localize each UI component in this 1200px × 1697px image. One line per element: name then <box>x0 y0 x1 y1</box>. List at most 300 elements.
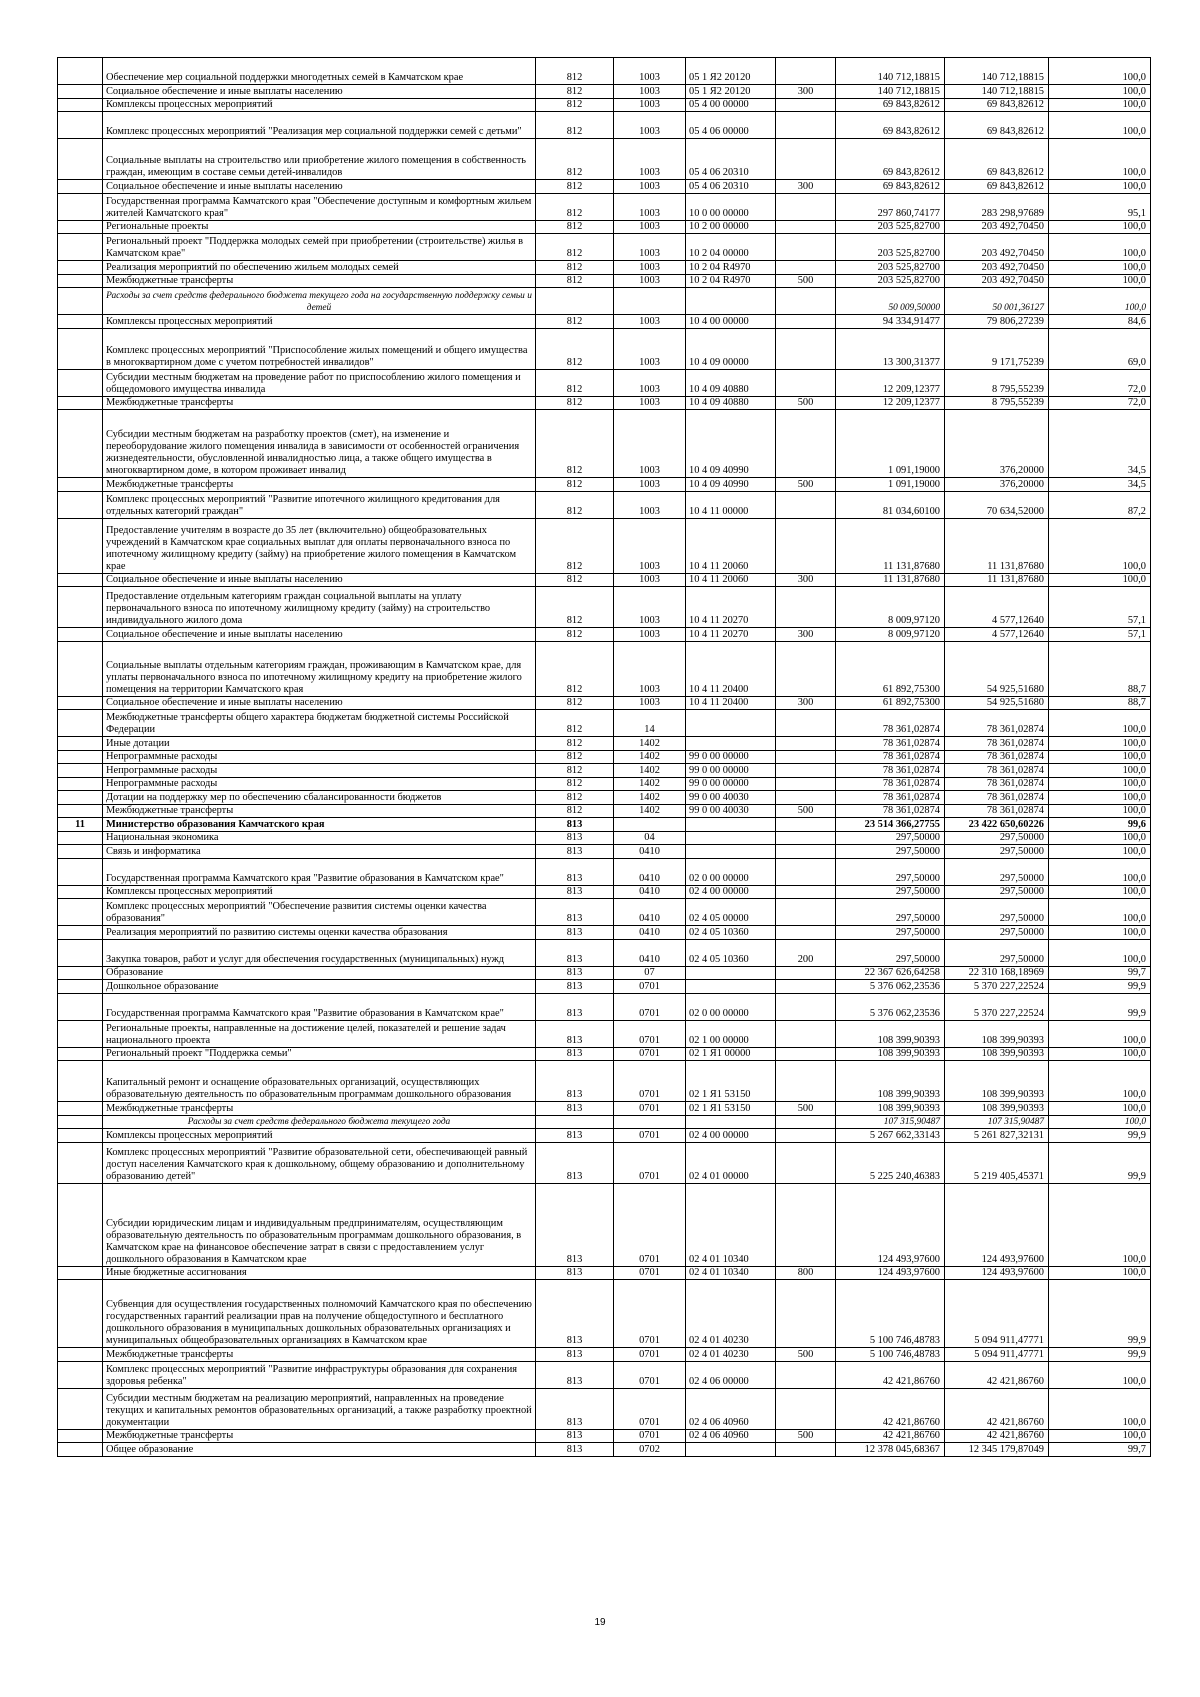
actual-amount-cell: 12 345 179,87049 <box>945 1443 1049 1457</box>
expense-type-code-cell <box>776 764 836 778</box>
section-code-cell: 0701 <box>614 1388 686 1429</box>
section-code-cell: 0701 <box>614 993 686 1020</box>
row-number-cell <box>58 899 103 926</box>
planned-amount-cell: 69 843,82612 <box>836 139 945 180</box>
table-row <box>58 710 1151 737</box>
department-code-cell: 812 <box>536 328 614 369</box>
expense-name-cell: Предоставление отдельным категориям граждан социальной выплаты на уплату первоначального взноса по ипотечному жилищному кредиту (займу) на строительство индивидуального жилого дома <box>103 587 536 628</box>
expense-name-cell: Межбюджетные трансферты общего характера бюджетам бюджетной системы Российской Федерации <box>103 710 536 737</box>
expense-name-cell: Социальное обеспечение и иные выплаты населению <box>103 573 536 587</box>
section-code-cell: 0701 <box>614 1047 686 1061</box>
expense-name-cell: Комплекс процессных мероприятий "Реализация мер социальной поддержки семей с детьми" <box>103 112 536 139</box>
table-row <box>58 328 1151 369</box>
row-number-cell <box>58 193 103 220</box>
department-code-cell: 812 <box>536 139 614 180</box>
execution-percent-cell: 100,0 <box>1049 518 1151 573</box>
target-article-code-cell: 10 4 11 20400 <box>686 641 776 696</box>
execution-percent-cell: 100,0 <box>1049 1061 1151 1102</box>
planned-amount-cell: 108 399,90393 <box>836 1020 945 1047</box>
planned-amount-cell: 108 399,90393 <box>836 1102 945 1116</box>
execution-percent-cell: 100,0 <box>1049 939 1151 966</box>
section-code-cell: 0702 <box>614 1443 686 1457</box>
row-number-cell <box>58 478 103 492</box>
table-row <box>58 1047 1151 1061</box>
actual-amount-cell: 42 421,86760 <box>945 1388 1049 1429</box>
department-code-cell: 812 <box>536 193 614 220</box>
department-code-cell: 813 <box>536 1061 614 1102</box>
expense-type-code-cell <box>776 1047 836 1061</box>
expense-type-code-cell <box>776 818 836 832</box>
target-article-code-cell: 02 4 06 00000 <box>686 1361 776 1388</box>
row-number-cell <box>58 328 103 369</box>
expense-name-cell: Обеспечение мер социальной поддержки многодетных семей в Камчатском крае <box>103 58 536 85</box>
expense-name-cell: Межбюджетные трансферты <box>103 1348 536 1362</box>
page-number: 19 <box>594 1617 606 1628</box>
section-code-cell: 1402 <box>614 737 686 751</box>
department-code-cell: 813 <box>536 980 614 994</box>
target-article-code-cell: 02 0 00 00000 <box>686 993 776 1020</box>
planned-amount-cell: 13 300,31377 <box>836 328 945 369</box>
expense-type-code-cell <box>776 791 836 805</box>
execution-percent-cell: 100,0 <box>1049 98 1151 112</box>
actual-amount-cell: 297,50000 <box>945 845 1049 859</box>
expense-type-code-cell: 300 <box>776 85 836 99</box>
actual-amount-cell: 140 712,18815 <box>945 85 1049 99</box>
target-article-code-cell: 02 4 01 10340 <box>686 1266 776 1280</box>
table-row <box>58 641 1151 696</box>
note-row <box>58 288 1151 315</box>
section-code-cell: 0701 <box>614 1280 686 1348</box>
section-code-cell: 0701 <box>614 1266 686 1280</box>
actual-amount-cell: 4 577,12640 <box>945 587 1049 628</box>
section-code-cell: 1003 <box>614 518 686 573</box>
execution-percent-cell: 100,0 <box>1049 1361 1151 1388</box>
planned-amount-cell: 1 091,19000 <box>836 478 945 492</box>
department-code-cell: 812 <box>536 274 614 288</box>
target-article-code-cell: 05 1 Я2 20120 <box>686 85 776 99</box>
table-row <box>58 396 1151 410</box>
expense-name-cell: Комплекс процессных мероприятий "Развитие ипотечного жилищного кредитования для отдельных категорий граждан" <box>103 491 536 518</box>
expense-name-cell: Межбюджетные трансферты <box>103 478 536 492</box>
target-article-code-cell <box>686 1443 776 1457</box>
target-article-code-cell: 10 4 09 00000 <box>686 328 776 369</box>
planned-amount-cell: 42 421,86760 <box>836 1361 945 1388</box>
section-code-cell: 1003 <box>614 369 686 396</box>
row-number-cell <box>58 750 103 764</box>
department-code-cell: 812 <box>536 710 614 737</box>
target-article-code-cell: 99 0 00 40030 <box>686 804 776 818</box>
expense-name-cell: Комплексы процессных мероприятий <box>103 885 536 899</box>
department-code-cell: 812 <box>536 478 614 492</box>
planned-amount-cell: 11 131,87680 <box>836 573 945 587</box>
target-article-code-cell: 10 0 00 00000 <box>686 193 776 220</box>
planned-amount-cell: 297,50000 <box>836 831 945 845</box>
table-row <box>58 315 1151 329</box>
row-number-cell <box>58 1115 103 1129</box>
actual-amount-cell: 69 843,82612 <box>945 98 1049 112</box>
actual-amount-cell: 78 361,02874 <box>945 764 1049 778</box>
table-row <box>58 193 1151 220</box>
department-code-cell: 813 <box>536 899 614 926</box>
department-code-cell: 812 <box>536 98 614 112</box>
target-article-code-cell: 10 4 09 40880 <box>686 396 776 410</box>
row-number-cell <box>58 180 103 194</box>
department-code-cell: 812 <box>536 587 614 628</box>
execution-percent-cell: 57,1 <box>1049 628 1151 642</box>
expense-name-cell: Субсидии местным бюджетам на проведение работ по приспособлению жилого помещения и общедомового имущества инвалида <box>103 369 536 396</box>
table-row <box>58 518 1151 573</box>
section-code-cell: 07 <box>614 966 686 980</box>
expense-type-code-cell: 300 <box>776 696 836 710</box>
section-code-cell: 0701 <box>614 1183 686 1266</box>
department-code-cell: 813 <box>536 993 614 1020</box>
row-number-cell <box>58 858 103 885</box>
expense-name-cell: Расходы за счет средств федерального бюджета текущего года <box>103 1115 536 1129</box>
execution-percent-cell: 99,9 <box>1049 1348 1151 1362</box>
table-row <box>58 818 1151 832</box>
row-number-cell <box>58 1443 103 1457</box>
execution-percent-cell: 100,0 <box>1049 899 1151 926</box>
table-row <box>58 1348 1151 1362</box>
execution-percent-cell: 100,0 <box>1049 85 1151 99</box>
actual-amount-cell: 8 795,55239 <box>945 396 1049 410</box>
expense-type-code-cell <box>776 1443 836 1457</box>
table-row <box>58 491 1151 518</box>
expense-name-cell: Национальная экономика <box>103 831 536 845</box>
expense-type-code-cell: 200 <box>776 939 836 966</box>
expense-type-code-cell <box>776 858 836 885</box>
department-code-cell: 812 <box>536 750 614 764</box>
target-article-code-cell <box>686 845 776 859</box>
row-number-cell <box>58 396 103 410</box>
table-row <box>58 899 1151 926</box>
actual-amount-cell: 140 712,18815 <box>945 58 1049 85</box>
section-code-cell: 14 <box>614 710 686 737</box>
row-number-cell <box>58 1361 103 1388</box>
section-code-cell: 0701 <box>614 1129 686 1143</box>
target-article-code-cell: 02 4 06 40960 <box>686 1388 776 1429</box>
section-code-cell: 04 <box>614 831 686 845</box>
actual-amount-cell: 297,50000 <box>945 939 1049 966</box>
row-number-cell <box>58 1280 103 1348</box>
department-code-cell: 813 <box>536 885 614 899</box>
expense-name-cell: Социальные выплаты на строительство или приобретение жилого помещения в собственность граждан, имеющим в составе семьи детей-инвалидов <box>103 139 536 180</box>
expense-name-cell: Иные бюджетные ассигнования <box>103 1266 536 1280</box>
expense-name-cell: Комплекс процессных мероприятий "Приспособление жилых помещений и общего имущества в многоквартирном доме с учетом потребностей инвалидов" <box>103 328 536 369</box>
row-number-cell <box>58 939 103 966</box>
planned-amount-cell: 5 100 746,48783 <box>836 1280 945 1348</box>
execution-percent-cell: 99,9 <box>1049 1142 1151 1183</box>
expense-type-code-cell <box>776 328 836 369</box>
table-row <box>58 1280 1151 1348</box>
section-code-cell: 1003 <box>614 315 686 329</box>
department-code-cell: 813 <box>536 845 614 859</box>
target-article-code-cell <box>686 737 776 751</box>
execution-percent-cell: 100,0 <box>1049 710 1151 737</box>
planned-amount-cell: 78 361,02874 <box>836 777 945 791</box>
actual-amount-cell: 283 298,97689 <box>945 193 1049 220</box>
department-code-cell: 813 <box>536 1142 614 1183</box>
planned-amount-cell: 5 100 746,48783 <box>836 1348 945 1362</box>
expense-name-cell: Субвенция для осуществления государственных полномочий Камчатского края по обеспечению государственных гарантий реализации прав на получение общедоступного и бесплатного дошкольного образования в муниципальных дошкольных образовательных организациях и муниципальных общеобразовательных организациях в Камчатском крае <box>103 1280 536 1348</box>
department-code-cell: 813 <box>536 1183 614 1266</box>
expense-type-code-cell: 500 <box>776 396 836 410</box>
target-article-code-cell: 05 4 06 00000 <box>686 112 776 139</box>
target-article-code-cell: 02 4 01 10340 <box>686 1183 776 1266</box>
row-number-cell <box>58 926 103 940</box>
expense-type-code-cell <box>776 587 836 628</box>
department-code-cell: 812 <box>536 58 614 85</box>
target-article-code-cell: 02 1 Я1 00000 <box>686 1047 776 1061</box>
target-article-code-cell <box>686 818 776 832</box>
actual-amount-cell: 107 315,90487 <box>945 1115 1049 1129</box>
execution-percent-cell: 100,0 <box>1049 1429 1151 1443</box>
table-row <box>58 885 1151 899</box>
actual-amount-cell: 108 399,90393 <box>945 1020 1049 1047</box>
table-row <box>58 1388 1151 1429</box>
target-article-code-cell: 10 2 04 R4970 <box>686 261 776 275</box>
department-code-cell: 812 <box>536 737 614 751</box>
expense-type-code-cell <box>776 1361 836 1388</box>
section-code-cell: 1003 <box>614 261 686 275</box>
table-row <box>58 1266 1151 1280</box>
table-row <box>58 1183 1151 1266</box>
expense-name-cell: Региональный проект "Поддержка молодых семей при приобретении (строительстве) жилья в Камчатском крае" <box>103 234 536 261</box>
department-code-cell: 813 <box>536 966 614 980</box>
section-code-cell: 0701 <box>614 1429 686 1443</box>
execution-percent-cell: 100,0 <box>1049 845 1151 859</box>
row-number-cell <box>58 1020 103 1047</box>
planned-amount-cell: 140 712,18815 <box>836 85 945 99</box>
expense-type-code-cell <box>776 288 836 315</box>
expense-type-code-cell <box>776 369 836 396</box>
section-code-cell: 1003 <box>614 328 686 369</box>
planned-amount-cell: 61 892,75300 <box>836 696 945 710</box>
planned-amount-cell: 94 334,91477 <box>836 315 945 329</box>
section-code-cell: 0701 <box>614 1142 686 1183</box>
section-code-cell: 0410 <box>614 858 686 885</box>
row-number-cell <box>58 764 103 778</box>
target-article-code-cell: 10 4 09 40990 <box>686 410 776 478</box>
department-code-cell: 813 <box>536 818 614 832</box>
target-article-code-cell: 02 4 00 00000 <box>686 885 776 899</box>
row-number-cell <box>58 220 103 234</box>
section-code-cell: 1003 <box>614 696 686 710</box>
table-row <box>58 1361 1151 1388</box>
planned-amount-cell: 12 209,12377 <box>836 396 945 410</box>
note-row <box>58 1115 1151 1129</box>
execution-percent-cell: 100,0 <box>1049 220 1151 234</box>
actual-amount-cell: 79 806,27239 <box>945 315 1049 329</box>
execution-percent-cell: 100,0 <box>1049 885 1151 899</box>
actual-amount-cell: 203 492,70450 <box>945 234 1049 261</box>
department-code-cell: 812 <box>536 180 614 194</box>
table-row <box>58 1061 1151 1102</box>
department-code-cell: 812 <box>536 791 614 805</box>
execution-percent-cell: 88,7 <box>1049 641 1151 696</box>
target-article-code-cell: 02 1 Я1 53150 <box>686 1061 776 1102</box>
expense-name-cell: Межбюджетные трансферты <box>103 396 536 410</box>
expense-name-cell: Образование <box>103 966 536 980</box>
table-row <box>58 58 1151 85</box>
target-article-code-cell: 10 2 04 R4970 <box>686 274 776 288</box>
actual-amount-cell: 70 634,52000 <box>945 491 1049 518</box>
expense-type-code-cell <box>776 234 836 261</box>
execution-percent-cell: 99,7 <box>1049 966 1151 980</box>
department-code-cell: 812 <box>536 777 614 791</box>
expense-name-cell: Дошкольное образование <box>103 980 536 994</box>
target-article-code-cell: 02 4 01 00000 <box>686 1142 776 1183</box>
section-code-cell: 1003 <box>614 180 686 194</box>
expense-type-code-cell <box>776 885 836 899</box>
planned-amount-cell: 78 361,02874 <box>836 804 945 818</box>
actual-amount-cell: 69 843,82612 <box>945 139 1049 180</box>
department-code-cell: 813 <box>536 926 614 940</box>
department-code-cell: 812 <box>536 696 614 710</box>
row-number-cell <box>58 791 103 805</box>
row-number-cell <box>58 410 103 478</box>
section-code-cell <box>614 288 686 315</box>
section-code-cell: 0410 <box>614 845 686 859</box>
section-code-cell: 1003 <box>614 220 686 234</box>
planned-amount-cell: 124 493,97600 <box>836 1266 945 1280</box>
row-number-cell <box>58 1266 103 1280</box>
department-code-cell: 813 <box>536 858 614 885</box>
target-article-code-cell: 10 4 11 20270 <box>686 587 776 628</box>
expense-type-code-cell <box>776 966 836 980</box>
planned-amount-cell: 297,50000 <box>836 939 945 966</box>
expense-name-cell: Государственная программа Камчатского края "Развитие образования в Камчатском крае" <box>103 993 536 1020</box>
expense-name-cell: Социальное обеспечение и иные выплаты населению <box>103 85 536 99</box>
section-code-cell: 0701 <box>614 1020 686 1047</box>
planned-amount-cell: 8 009,97120 <box>836 628 945 642</box>
expense-type-code-cell <box>776 98 836 112</box>
table-row <box>58 410 1151 478</box>
actual-amount-cell: 9 171,75239 <box>945 328 1049 369</box>
planned-amount-cell: 12 378 045,68367 <box>836 1443 945 1457</box>
execution-percent-cell: 100,0 <box>1049 1183 1151 1266</box>
target-article-code-cell <box>686 1115 776 1129</box>
table-row <box>58 261 1151 275</box>
target-article-code-cell: 05 4 06 20310 <box>686 139 776 180</box>
expense-name-cell: Межбюджетные трансферты <box>103 274 536 288</box>
expense-name-cell: Комплекс процессных мероприятий "Развитие инфраструктуры образования для сохранения здоровья ребенка" <box>103 1361 536 1388</box>
expense-name-cell: Комплексы процессных мероприятий <box>103 315 536 329</box>
row-number-cell <box>58 1388 103 1429</box>
row-number-cell <box>58 1102 103 1116</box>
planned-amount-cell: 203 525,82700 <box>836 274 945 288</box>
target-article-code-cell: 10 2 04 00000 <box>686 234 776 261</box>
department-code-cell: 812 <box>536 396 614 410</box>
section-code-cell: 1003 <box>614 573 686 587</box>
row-number-cell <box>58 710 103 737</box>
department-code-cell: 813 <box>536 1361 614 1388</box>
row-number-cell <box>58 885 103 899</box>
expense-name-cell: Межбюджетные трансферты <box>103 804 536 818</box>
target-article-code-cell: 02 1 00 00000 <box>686 1020 776 1047</box>
expense-name-cell: Закупка товаров, работ и услуг для обеспечения государственных (муниципальных) нужд <box>103 939 536 966</box>
actual-amount-cell: 297,50000 <box>945 899 1049 926</box>
planned-amount-cell: 78 361,02874 <box>836 791 945 805</box>
section-code-cell: 0701 <box>614 1361 686 1388</box>
target-article-code-cell: 05 1 Я2 20120 <box>686 58 776 85</box>
expense-type-code-cell <box>776 1280 836 1348</box>
expense-name-cell: Субсидии местным бюджетам на разработку проектов (смет), на изменение и переоборудование жилого помещения инвалида в зависимости от особенностей ограничения жизнедеятельности, обусловленной инвалидностью лица, а также общего имущества в многоквартирном доме, в котором проживает инвалид <box>103 410 536 478</box>
execution-percent-cell: 100,0 <box>1049 858 1151 885</box>
section-code-cell: 0410 <box>614 899 686 926</box>
planned-amount-cell: 22 367 626,64258 <box>836 966 945 980</box>
section-code-cell: 0410 <box>614 926 686 940</box>
table-row <box>58 696 1151 710</box>
expense-name-cell: Комплексы процессных мероприятий <box>103 98 536 112</box>
table-row <box>58 926 1151 940</box>
expense-name-cell: Комплексы процессных мероприятий <box>103 1129 536 1143</box>
actual-amount-cell: 297,50000 <box>945 831 1049 845</box>
actual-amount-cell: 203 492,70450 <box>945 274 1049 288</box>
table-row <box>58 573 1151 587</box>
expense-type-code-cell <box>776 315 836 329</box>
actual-amount-cell: 5 370 227,22524 <box>945 993 1049 1020</box>
actual-amount-cell: 376,20000 <box>945 478 1049 492</box>
table-row <box>58 180 1151 194</box>
expense-type-code-cell: 500 <box>776 1348 836 1362</box>
expense-type-code-cell <box>776 737 836 751</box>
execution-percent-cell: 69,0 <box>1049 328 1151 369</box>
section-code-cell: 1003 <box>614 628 686 642</box>
planned-amount-cell: 78 361,02874 <box>836 737 945 751</box>
expense-type-code-cell: 300 <box>776 573 836 587</box>
row-number-cell <box>58 85 103 99</box>
execution-percent-cell: 100,0 <box>1049 1266 1151 1280</box>
actual-amount-cell: 108 399,90393 <box>945 1102 1049 1116</box>
table-row <box>58 628 1151 642</box>
actual-amount-cell: 297,50000 <box>945 885 1049 899</box>
row-number-cell <box>58 274 103 288</box>
execution-percent-cell: 100,0 <box>1049 234 1151 261</box>
department-code-cell: 812 <box>536 491 614 518</box>
execution-percent-cell: 99,9 <box>1049 993 1151 1020</box>
row-number-cell <box>58 1183 103 1266</box>
expense-type-code-cell: 500 <box>776 478 836 492</box>
table-row <box>58 139 1151 180</box>
target-article-code-cell: 02 4 06 40960 <box>686 1429 776 1443</box>
section-code-cell: 0701 <box>614 980 686 994</box>
expense-name-cell: Государственная программа Камчатского края "Развитие образования в Камчатском крае" <box>103 858 536 885</box>
table-row <box>58 220 1151 234</box>
target-article-code-cell <box>686 966 776 980</box>
expense-type-code-cell <box>776 1142 836 1183</box>
planned-amount-cell: 108 399,90393 <box>836 1061 945 1102</box>
planned-amount-cell: 297,50000 <box>836 845 945 859</box>
department-code-cell: 813 <box>536 1020 614 1047</box>
expense-name-cell: Общее образование <box>103 1443 536 1457</box>
table-row <box>58 1443 1151 1457</box>
planned-amount-cell: 5 376 062,23536 <box>836 993 945 1020</box>
target-article-code-cell: 05 4 00 00000 <box>686 98 776 112</box>
section-code-cell: 1003 <box>614 139 686 180</box>
execution-percent-cell: 100,0 <box>1049 180 1151 194</box>
planned-amount-cell: 108 399,90393 <box>836 1047 945 1061</box>
expense-name-cell: Государственная программа Камчатского края "Обеспечение доступным и комфортным жильем жителей Камчатского края" <box>103 193 536 220</box>
expense-type-code-cell: 800 <box>776 1266 836 1280</box>
target-article-code-cell: 02 4 00 00000 <box>686 1129 776 1143</box>
expense-name-cell: Непрограммные расходы <box>103 777 536 791</box>
actual-amount-cell: 42 421,86760 <box>945 1361 1049 1388</box>
execution-percent-cell: 95,1 <box>1049 193 1151 220</box>
expense-name-cell: Субсидии юридическим лицам и индивидуальным предпринимателям, осуществляющим образовательную деятельность по образовательным программам дошкольного образования, в Камчатском крае на финансовое обеспечение затрат в связи с предоставлением услуг дошкольного образования в Камчатском крае <box>103 1183 536 1266</box>
expense-type-code-cell <box>776 491 836 518</box>
execution-percent-cell: 72,0 <box>1049 396 1151 410</box>
